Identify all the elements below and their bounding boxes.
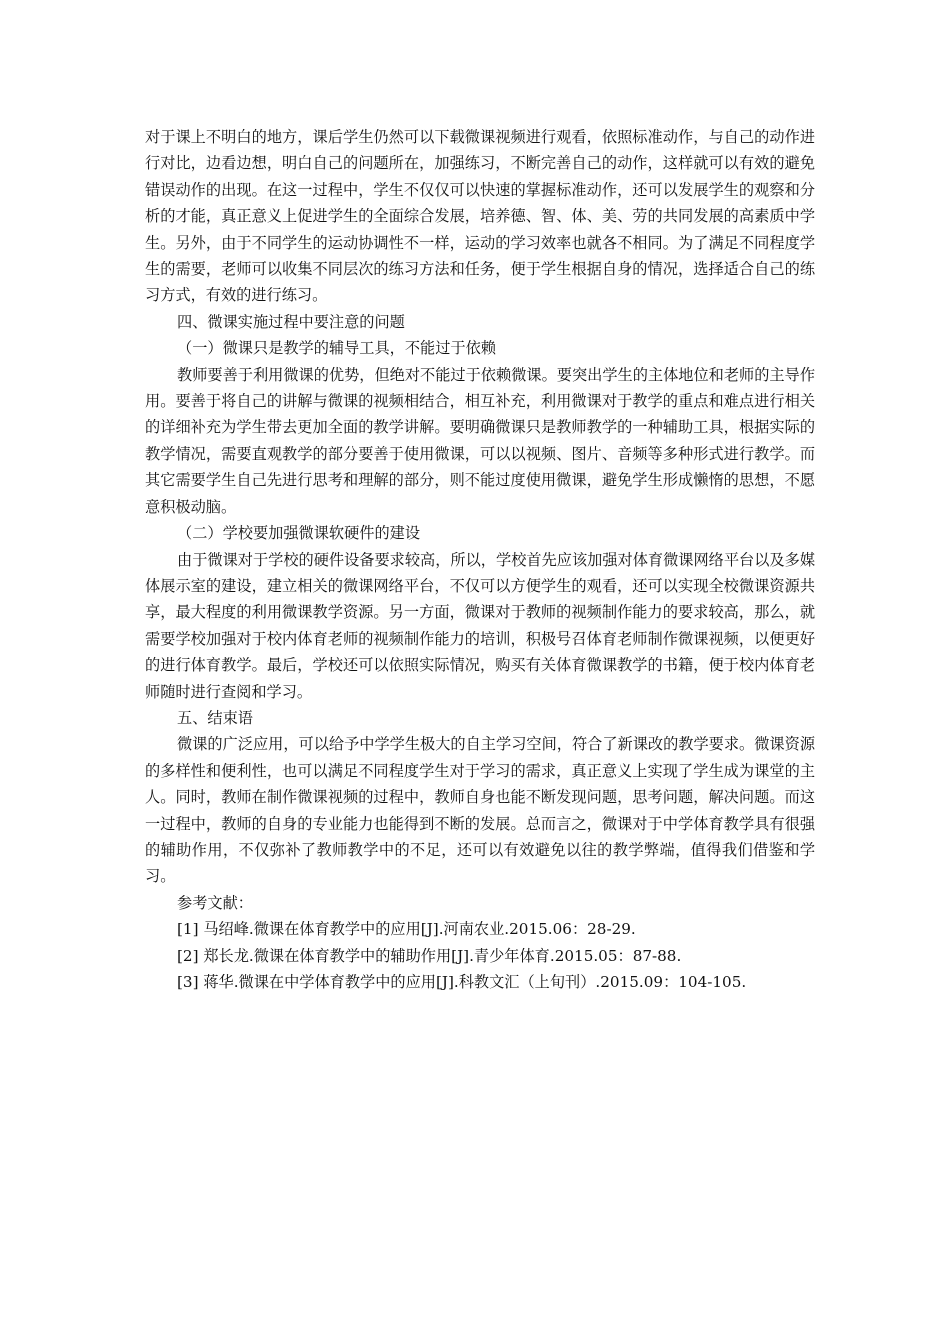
reference-item: [1] 马绍峰.微课在体育教学中的应用[J].河南农业.2015.06：28-29. [177, 920, 636, 939]
body-paragraph: 微课的广泛应用，可以给予中学学生极大的自主学习空间，符合了新课改的教学要求。微课资源的多样性和便利性，也可以满足不同程度学生对于学习的需求，真正意义上实现了学生成为课堂的主人。同时，教师在制作微课视频的过程中，教师自身也能不断发现问题，思考问题，解决问题。而这一过程中，教师的自身的专业能力也能得到不断的发展。总而言之，微课对于中学体育教学具有很强的辅助作用，不仅弥补了教师教学中的不足，还可以有效避免以往的教学弊端，值得我们借鉴和学习。 [145, 735, 815, 886]
document-page [145, 124, 815, 995]
reference-item: [3] 蒋华.微课在中学体育教学中的应用[J].科教文汇（上旬刊）.2015.09：104-105. [177, 973, 747, 991]
section-heading-four: 四、微课实施过程中要注意的问题 [177, 312, 405, 331]
body-paragraph: 由于微课对于学校的硬件设备要求较高，所以，学校首先应该加强对体育微课网络平台以及多媒体展示室的建设，建立相关的微课网络平台，不仅可以方便学生的观看，还可以实现全校微课资源共享，最大程度的利用微课教学资源。另一方面，微课对于教师的视频制作能力的要求较高，那么，就需要学校加强对于校内体育老师的视频制作能力的培训，积极号召体育老师制作微课视频，以便更好的进行体育教学。最后，学校还可以依照实际情况，购买有关体育微课教学的书籍，便于校内体育老师随时进行查阅和学习。 [145, 550, 815, 701]
reference-item: [2] 郑长龙.微课在体育教学中的辅助作用[J].青少年体育.2015.05：87-88. [177, 946, 682, 965]
body-paragraph-continuation: 对于课上不明白的地方，课后学生仍然可以下载微课视频进行观看，依照标准动作，与自己的动作进行对比，边看边想，明白自己的问题所在，加强练习，不断完善自己的动作，这样就可以有效的避免错误动作的出现。在这一过程中，学生不仅仅可以快速的掌握标准动作，还可以发展学生的观察和分析的才能，真正意义上促进学生的全面综合发展，培养德、智、体、美、劳的共同发展的高素质中学生。另外，由于不同学生的运动协调性不一样，运动的学习效率也就各不相同。为了满足不同程度学生的需要，老师可以收集不同层次的练习方法和任务，便于学生根据自身的情况，选择适合自己的练习方式，有效的进行练习。 [145, 128, 815, 305]
body-paragraph: 教师要善于利用微课的优势，但绝对不能过于依赖微课。要突出学生的主体地位和老师的主导作用。要善于将自己的讲解与微课的视频相结合，相互补充，利用微课对于教学的重点和难点进行相关的详细补充为学生带去更加全面的教学讲解。要明确微课只是教师教学的一种辅助工具，根据实际的教学情况，需要直观教学的部分要善于使用微课，可以以视频、图片、音频等多种形式进行教学。而其它需要学生自己先进行思考和理解的部分，则不能过度使用微课，避免学生形成懒惰的思想，不愿意积极动脑。 [145, 365, 815, 516]
subsection-heading-two: （二）学校要加强微课软硬件的建设 [177, 524, 420, 543]
subsection-heading-one: （一）微课只是教学的辅导工具，不能过于依赖 [177, 339, 496, 358]
references-title: 参考文献： [177, 893, 253, 912]
section-heading-five: 五、结束语 [177, 708, 253, 727]
